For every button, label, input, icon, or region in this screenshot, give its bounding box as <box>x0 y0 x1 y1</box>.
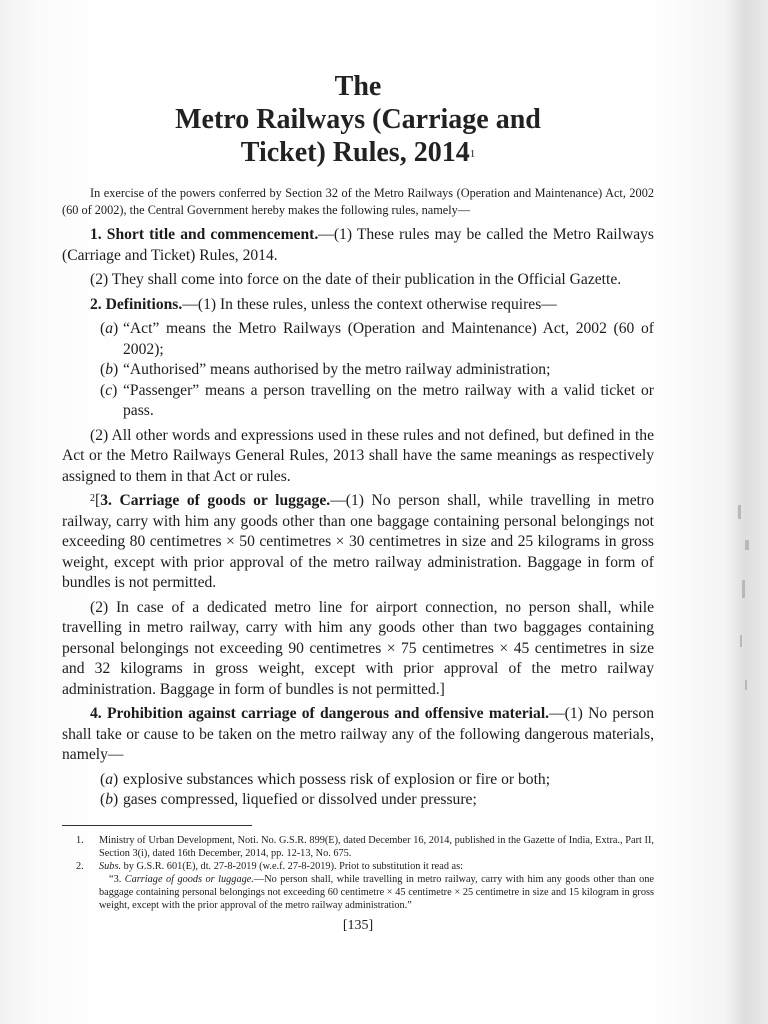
clause-text: explosive substances which possess risk of explosion or fire or both; <box>123 770 551 788</box>
scan-edge-mark <box>745 680 747 690</box>
quote-heading: Carriage of goods or luggage. <box>124 873 254 885</box>
title-line: Metro Railways (Carriage and <box>175 104 541 135</box>
title-line: The <box>334 71 382 102</box>
clause-text: “Authorised” means authorised by the metro railway administration; <box>123 361 551 378</box>
rule-3 <box>62 491 654 594</box>
footnote <box>62 860 654 873</box>
rule-3-sub-2: (2) In case of a dedicated metro line for airport connection, no person shall, while travelling in metro railway, carry with him any goods other than two baggages containing personal belongings not exceeding 90 centimetres × 75 centimetres × 45 centimetres in size and 32 kilograms in gross weight, except with prior approval of the metro railway administration. Baggage in form of bundles is not permitted.] <box>62 598 654 698</box>
clause-label: (c) <box>100 381 118 399</box>
clause-text: “Passenger” means a person travelling on the metro railway with a valid ticket or pass. <box>123 381 654 419</box>
rule-text: —(1) No person shall take or cause to be taken on the metro railway any of the following dangerous materials, namely— <box>62 705 654 763</box>
clause-label: (b) <box>100 791 119 808</box>
material-clause <box>62 770 654 791</box>
rule-text: —(1) In these rules, unless the context otherwise requires— <box>182 295 557 313</box>
quote-text: —No person shall, while travelling in metro railway, carry with him any goods other than one baggage containing personal belongings not exceeding 60 centimetre × 45 centimetre × 25 centimetre in size and 15 kilogram in gross weight, except with the prior approval of the metro railway administration.” <box>99 873 654 911</box>
rule-text: —(1) No person shall, while travelling in metro railway, carry with him any goods other than one baggage containing personal belongings not exceeding 80 centimetres × 50 centimetres × 30 centimetres in size and 25 kilograms in gross weight, except with prior approval of the metro railway administration. Baggage in form of bundles is not permitted. <box>62 492 654 591</box>
title-line-text: Ticket) Rules, 2014 <box>240 137 470 168</box>
amendment-ref-mark: 2 <box>90 493 95 504</box>
scan-edge-mark <box>740 635 742 647</box>
footnote-divider <box>62 825 252 826</box>
rule-text: —(1) These rules may be called the Metro Railways (Carriage and Ticket) Rules, 2014. <box>62 226 655 264</box>
scan-edge-mark <box>738 505 741 519</box>
definition-clause <box>62 360 654 381</box>
page-number: [135] <box>342 917 374 933</box>
title-line <box>62 136 654 169</box>
quote-lead: “3. <box>109 873 125 885</box>
scan-edge-mark <box>742 580 745 598</box>
enacting-formula: In exercise of the powers conferred by Section 32 of the Metro Railways (Operation and Maintenance) Act, 2002 (60 of 2002), the Central Government hereby makes the following rules, namely— <box>62 186 654 217</box>
clause-text: gases compressed, liquefied or dissolved under pressure; <box>123 791 477 808</box>
footnote-number: 1. <box>76 834 84 846</box>
footnote-text: by G.S.R. 601(E), dt. 27-8-2019 (w.e.f. 27-8-2019). Priot to substitution it read as: <box>121 860 463 872</box>
rule-1-sub-2: (2) They shall come into force on the date of their publication in the Official Gazette. <box>90 271 622 288</box>
footnote-subs: Subs. <box>99 860 122 872</box>
rule-4 <box>62 704 654 766</box>
footnote-quote <box>62 873 654 912</box>
clause-label: (b) <box>100 361 119 378</box>
material-clause <box>62 790 654 811</box>
document-title <box>62 70 654 169</box>
rule-heading: 1. Short title and commencement. <box>90 226 319 243</box>
definition-clause <box>62 381 654 422</box>
footnote-text: Ministry of Urban Development, Noti. No. G.S.R. 899(E), dated December 16, 2014, published in the Gazette of India, Extra., Part II, Section 3(i), dated 16th December, 2014, pp. 12-13, No. 675. <box>99 834 654 859</box>
title-footnote-mark: 1 <box>469 148 476 160</box>
bracket: [ <box>95 492 101 509</box>
footnote-number: 2. <box>76 860 84 872</box>
clause-text: “Act” means the Metro Railways (Operation and Maintenance) Act, 2002 (60 of 2002); <box>123 320 654 358</box>
rule-2-sub-2: (2) All other words and expressions used in these rules and not defined, but defined in the Act or the Metro Railways General Rules, 2013 shall have the same meanings as respectively assigned to them in that Act or rules. <box>62 426 654 485</box>
scan-edge-mark <box>745 540 749 550</box>
rule-heading: 2. Definitions. <box>90 295 183 313</box>
rule-heading: 3. Carriage of goods or luggage. <box>100 492 331 509</box>
rule-1 <box>62 225 654 266</box>
clause-label: (a) <box>100 320 119 337</box>
footnote <box>62 834 654 860</box>
clause-label: (a) <box>100 770 119 788</box>
rule-2 <box>62 295 654 316</box>
definition-clause <box>62 319 654 360</box>
rule-heading: 4. Prohibition against carriage of dangerous and offensive material. <box>90 705 550 722</box>
document-body <box>62 70 654 934</box>
